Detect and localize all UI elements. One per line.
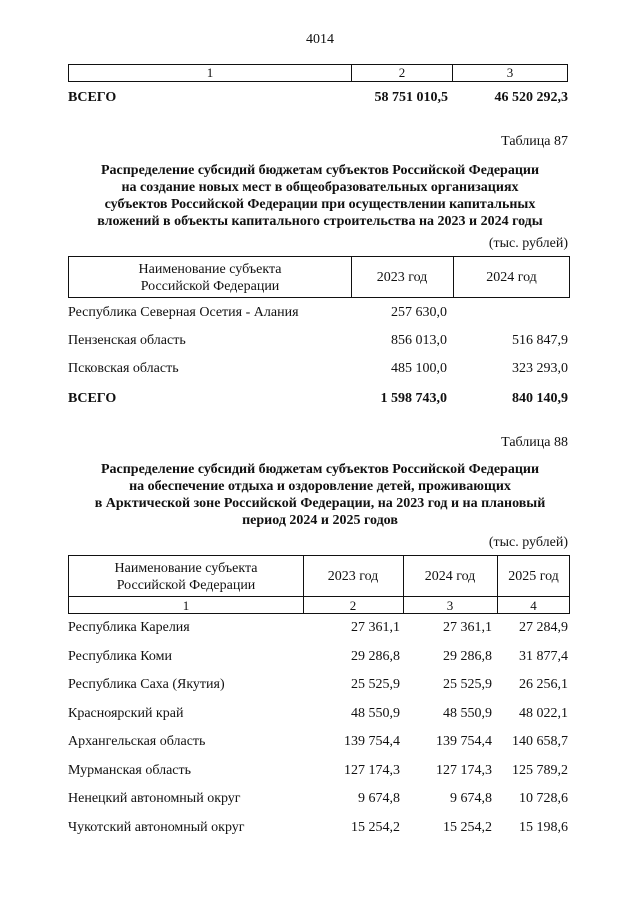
table88-row-2023: 29 286,8 bbox=[351, 649, 400, 664]
table87-header-2024: 2024 год bbox=[486, 270, 537, 285]
table88-row-2023: 48 550,9 bbox=[351, 706, 400, 721]
table87-total-2024: 840 140,9 bbox=[512, 391, 568, 406]
table87-row-name: Республика Северная Осетия - Алания bbox=[68, 305, 299, 320]
table88-row-2024: 127 174,3 bbox=[436, 763, 492, 778]
table88-row-2025: 140 658,7 bbox=[512, 734, 568, 749]
table88-title: Распределение субсидий бюджетам субъектов Российской Федерации на обеспечение отдыха и оздоровление детей, проживающих в Арктической зоне Российской Федерации, на 2023 год и на плановый период 2024 и 2025 годов bbox=[94, 462, 546, 528]
continuation-total-2023: 58 751 010,5 bbox=[374, 90, 448, 105]
table88-row-2025: 31 877,4 bbox=[519, 649, 568, 664]
table88-header-subject: Наименование субъекта Российской Федерации bbox=[114, 561, 258, 593]
table88-row-2024: 29 286,8 bbox=[443, 649, 492, 664]
table88-row-2024: 25 525,9 bbox=[443, 677, 492, 692]
table87-row-2023: 485 100,0 bbox=[391, 361, 447, 376]
table87-row-name: Псковская область bbox=[68, 361, 179, 376]
table88-name: Таблица 88 bbox=[501, 435, 568, 450]
table88-unit: (тыс. рублей) bbox=[488, 535, 568, 550]
table88-row-2024: 139 754,4 bbox=[436, 734, 492, 749]
table87-header-subject: Наименование субъекта Российской Федерации bbox=[138, 262, 282, 294]
table88-row-name: Республика Саха (Якутия) bbox=[68, 677, 225, 692]
table88-row-name: Архангельская область bbox=[68, 734, 206, 749]
col-number-1: 1 bbox=[206, 65, 214, 80]
table87-total-label: ВСЕГО bbox=[68, 391, 117, 406]
table88-col-number-2: 2 bbox=[349, 598, 357, 613]
table87-row-2023: 257 630,0 bbox=[391, 305, 447, 320]
continuation-column-numbers bbox=[68, 64, 568, 82]
page-number: 4014 bbox=[306, 32, 334, 47]
table88-row-2025: 125 789,2 bbox=[512, 763, 568, 778]
table87-row-2024: 323 293,0 bbox=[512, 361, 568, 376]
table88-col-number-1: 1 bbox=[182, 598, 190, 613]
col-number-2: 2 bbox=[398, 65, 406, 80]
table88-col-number-3: 3 bbox=[446, 598, 454, 613]
table88-col-number-4: 4 bbox=[530, 598, 537, 613]
table88-row-2025: 27 284,9 bbox=[519, 620, 568, 635]
table87-header-2023: 2023 год bbox=[376, 270, 428, 285]
table88-row-2023: 27 361,1 bbox=[351, 620, 400, 635]
table88-row-2025: 10 728,6 bbox=[519, 791, 568, 806]
table88-row-2024: 9 674,8 bbox=[450, 791, 492, 806]
table88-row-2023: 15 254,2 bbox=[351, 820, 400, 835]
continuation-total-label: ВСЕГО bbox=[68, 90, 117, 105]
table88-row-name: Республика Карелия bbox=[68, 620, 190, 635]
table88-header-2024: 2024 год bbox=[424, 569, 476, 584]
table87-total-2023: 1 598 743,0 bbox=[380, 391, 447, 406]
table87-title: Распределение субсидий бюджетам субъектов Российской Федерации на создание новых мест в общеобразовательных организациях субъектов Российской Федерации при осуществлении капитальных вложений в объекты капитального строительства на 2023 и 2024 годы bbox=[97, 163, 543, 229]
table88-row-2023: 127 174,3 bbox=[344, 763, 400, 778]
table87-row-name: Пензенская область bbox=[68, 333, 186, 348]
table88-row-2024: 48 550,9 bbox=[443, 706, 492, 721]
table88-row-name: Республика Коми bbox=[68, 649, 172, 664]
table88-row-2025: 48 022,1 bbox=[519, 706, 568, 721]
table87-header bbox=[68, 256, 570, 298]
table88-row-2023: 139 754,4 bbox=[344, 734, 400, 749]
col-number-3: 3 bbox=[506, 65, 514, 80]
table88-row-name: Красноярский край bbox=[68, 706, 184, 721]
table88-row-2025: 15 198,6 bbox=[519, 820, 568, 835]
table87-row-2023: 856 013,0 bbox=[391, 333, 447, 348]
table88-row-2023: 25 525,9 bbox=[351, 677, 400, 692]
table88-header bbox=[68, 555, 570, 614]
table88-row-name: Мурманская область bbox=[68, 763, 192, 778]
table88-row-2024: 27 361,1 bbox=[443, 620, 492, 635]
table87-unit: (тыс. рублей) bbox=[488, 236, 568, 251]
continuation-total-2024: 46 520 292,3 bbox=[494, 90, 568, 105]
table88-row-2023: 9 674,8 bbox=[358, 791, 400, 806]
table88-header-2023: 2023 год bbox=[327, 569, 379, 584]
table87-row-2024: 516 847,9 bbox=[512, 333, 568, 348]
table87-name: Таблица 87 bbox=[501, 134, 568, 149]
table88-row-name: Чукотский автономный округ bbox=[68, 820, 245, 835]
table88-row-2025: 26 256,1 bbox=[519, 677, 568, 692]
table88-header-2025: 2025 год bbox=[508, 569, 559, 584]
table88-row-name: Ненецкий автономный округ bbox=[68, 791, 241, 806]
table88-row-2024: 15 254,2 bbox=[443, 820, 492, 835]
